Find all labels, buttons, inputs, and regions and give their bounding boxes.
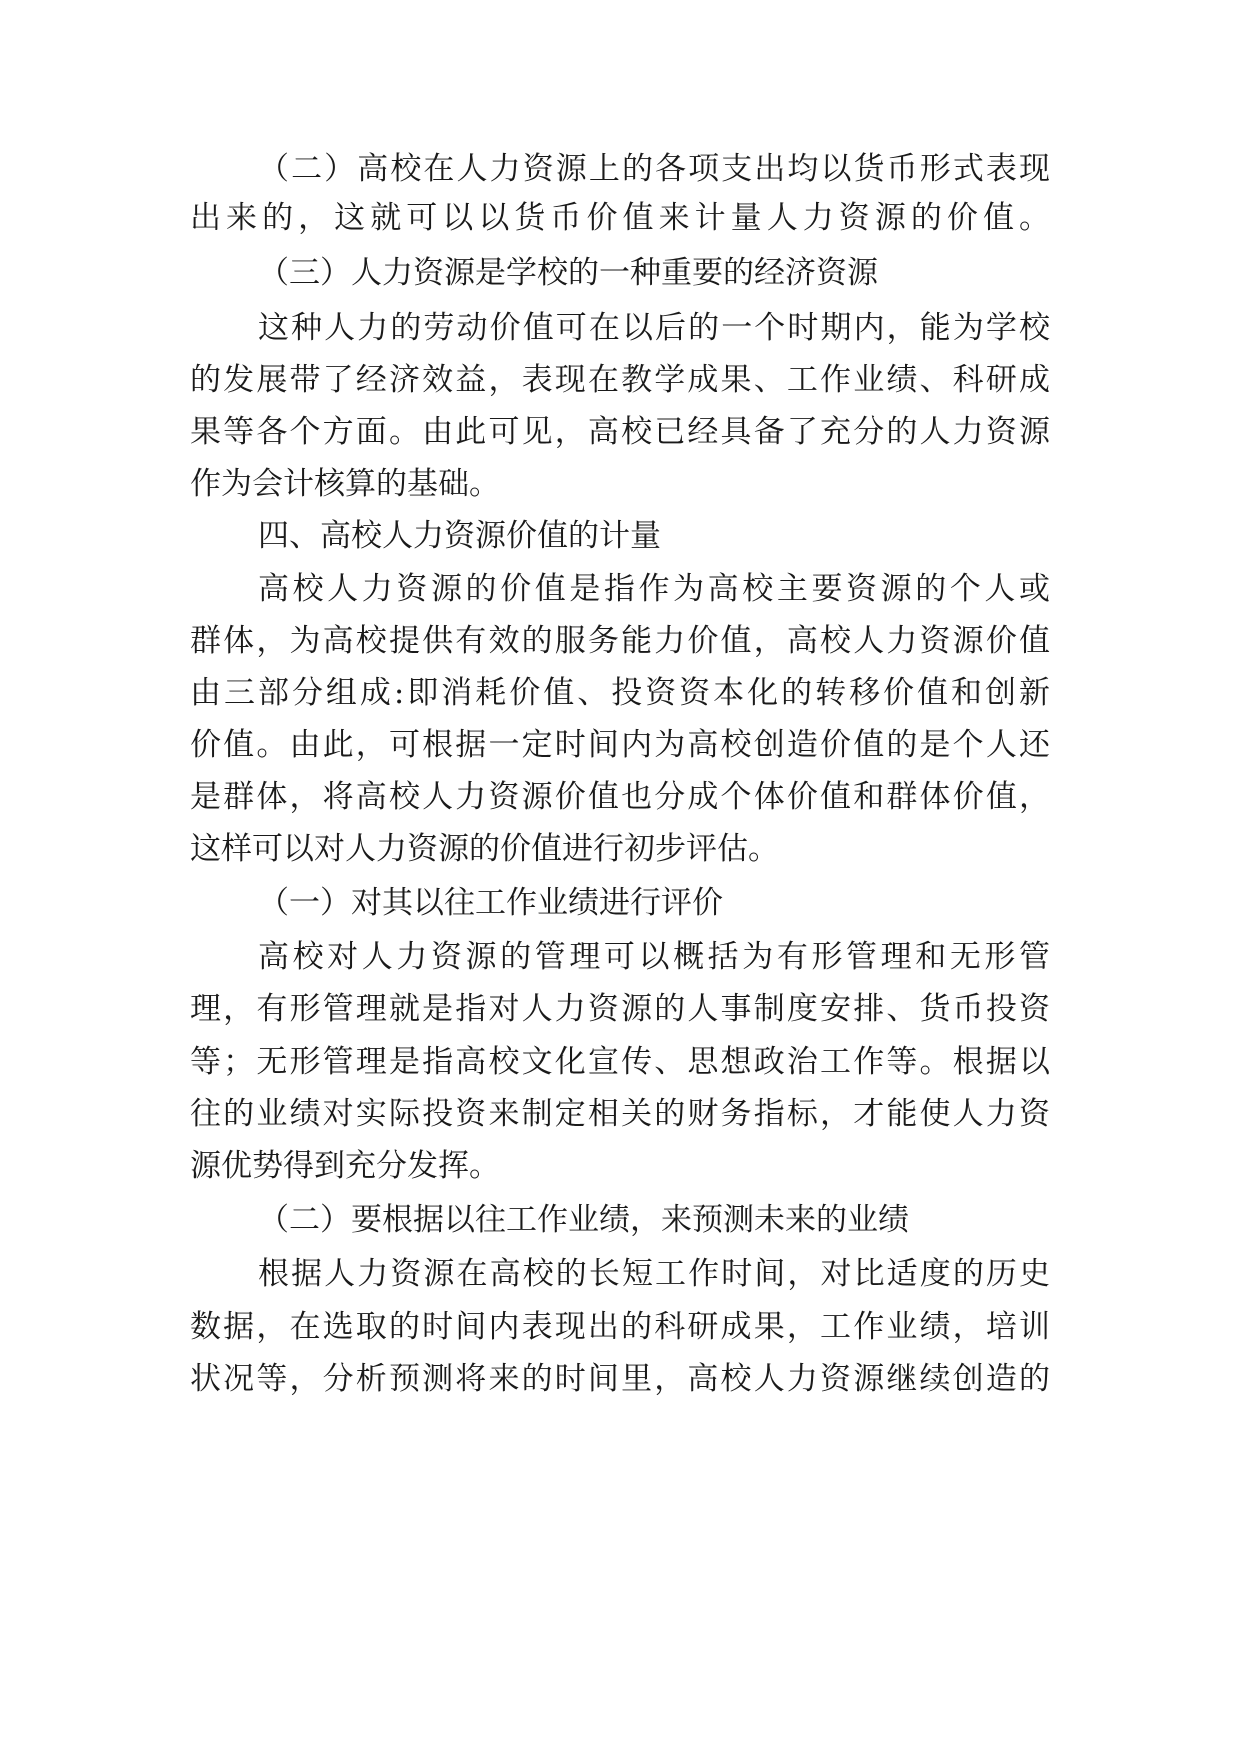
text-line: 果等各个方面。由此可见，高校已经具备了充分的人力资源 [190,414,1050,450]
text-line: 数据，在选取的时间内表现出的科研成果，工作业绩，培训 [190,1309,1050,1345]
text-line: 往的业绩对实际投资来制定相关的财务指标，才能使人力资 [190,1096,1050,1132]
text-line: （二）高校在人力资源上的各项支出均以货币形式表现 [258,151,1050,187]
section-heading: （一）对其以往工作业绩进行评价 [258,885,723,921]
section-heading: （二）要根据以往工作业绩，来预测未来的业绩 [258,1202,909,1238]
text-line: 价值。由此，可根据一定时间内为高校创造价值的是个人还 [190,727,1050,763]
text-line: 由三部分组成:即消耗价值、投资资本化的转移价值和创新 [190,675,1050,711]
text-line: 理，有形管理就是指对人力资源的人事制度安排、货币投资 [190,991,1050,1027]
text-line: 群体，为高校提供有效的服务能力价值，高校人力资源价值 [190,623,1050,659]
text-line: 的发展带了经济效益，表现在教学成果、工作业绩、科研成 [190,362,1050,398]
text-line: 等；无形管理是指高校文化宣传、思想政治工作等。根据以 [190,1044,1050,1080]
section-heading: 四、高校人力资源价值的计量 [258,518,661,554]
text-line: 高校对人力资源的管理可以概括为有形管理和无形管 [258,939,1050,975]
section-heading: （三）人力资源是学校的一种重要的经济资源 [258,255,878,291]
text-line: 状况等，分析预测将来的时间里，高校人力资源继续创造的 [190,1361,1050,1397]
text-line: 这样可以对人力资源的价值进行初步评估。 [190,831,779,867]
text-line: 这种人力的劳动价值可在以后的一个时期内，能为学校 [258,310,1050,346]
text-line: 高校人力资源的价值是指作为高校主要资源的个人或 [258,571,1050,607]
text-line: 作为会计核算的基础。 [190,466,500,502]
text-line: 出来的，这就可以以货币价值来计量人力资源的价值。 [190,200,1050,236]
text-line: 根据人力资源在高校的长短工作时间，对比适度的历史 [258,1256,1050,1292]
text-line: 源优势得到充分发挥。 [190,1148,500,1184]
text-line: 是群体，将高校人力资源价值也分成个体价值和群体价值， [190,779,1050,815]
